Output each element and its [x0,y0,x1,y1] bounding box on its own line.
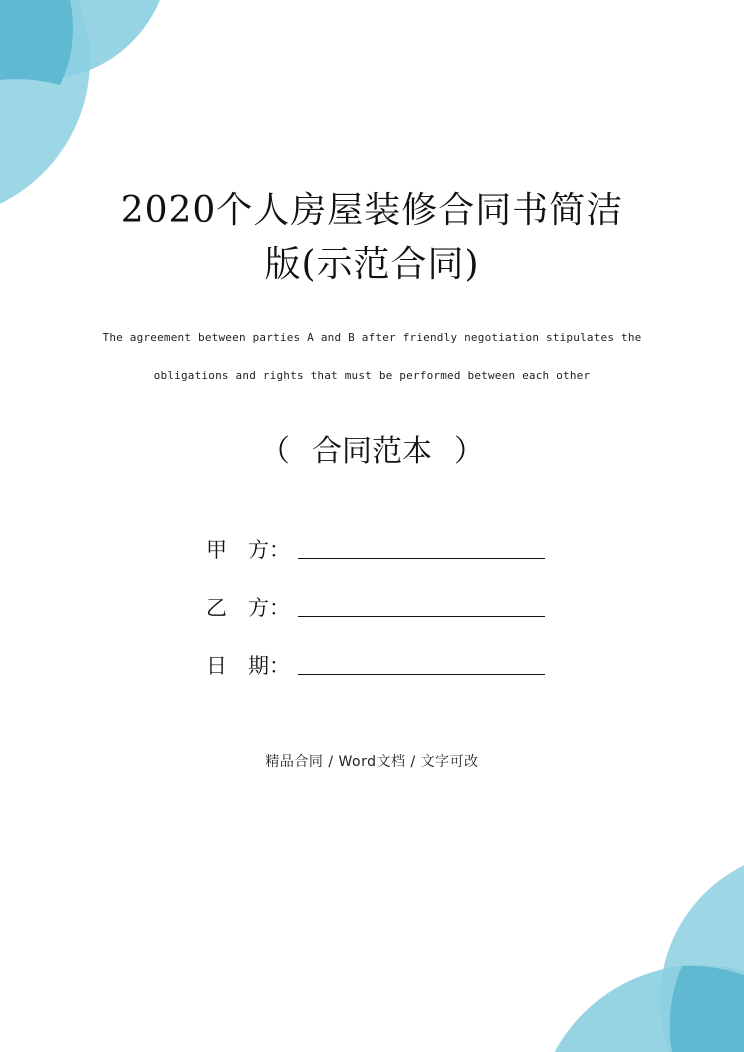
date-blank-line [298,674,545,675]
heading-close-paren: ） [454,434,484,469]
document-title-line1: 2020个人房屋装修合同书简洁 [120,190,624,231]
party-b-label: 乙 方： [206,596,290,620]
top-left-overlap [0,0,73,85]
party-a-blank-line [298,558,545,559]
english-subtitle-line2: obligations and rights that must be performed between each other [153,369,591,382]
party-b-blank-line [298,616,545,617]
heading-open-paren: （ [260,434,290,469]
date-label: 日 期： [206,654,290,678]
party-a-label: 甲 方： [206,538,290,562]
heading-text: 合同范本 [312,434,432,469]
document-title-line2: 版(示范合同) [264,244,480,285]
english-subtitle-line1: The agreement between parties A and B after friendly negotiation stipulates the [102,331,642,344]
bottom-right-overlap [670,966,744,1052]
footer-note: 精品合同 / Word文档 / 文字可改 [265,754,479,770]
contract-template-heading [0,426,744,470]
